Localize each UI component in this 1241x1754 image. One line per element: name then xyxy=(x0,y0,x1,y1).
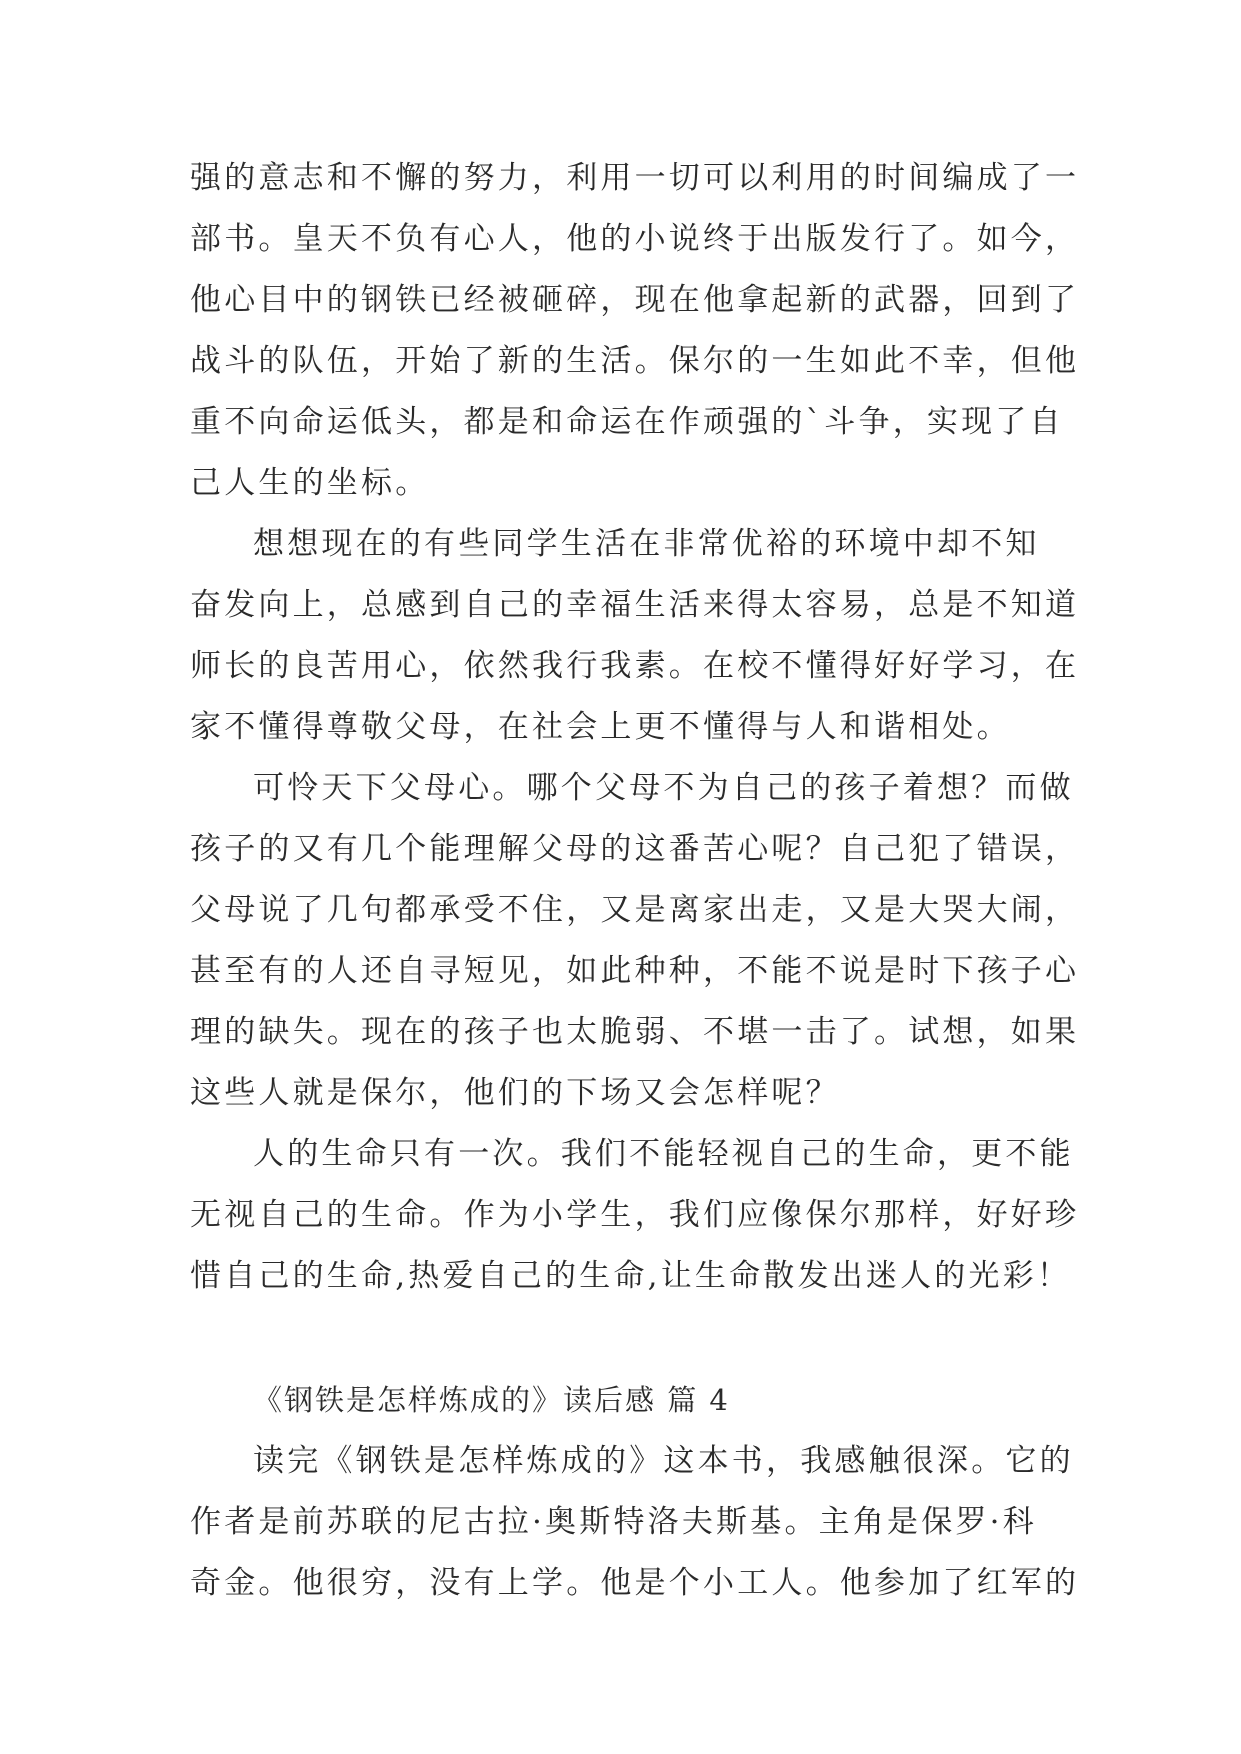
text-line: 孩子的又有几个能理解父母的这番苦心呢？自己犯了错误， xyxy=(190,831,1080,867)
text-line: 师长的良苦用心，依然我行我素。在校不懂得好好学习，在 xyxy=(190,648,1080,684)
text-line: 重不向命运低头，都是和命运在作顽强的`斗争，实现了自 xyxy=(190,404,1064,440)
text-line: 奋发向上，总感到自己的幸福生活来得太容易，总是不知道 xyxy=(190,587,1080,623)
text-line: 父母说了几句都承受不住，又是离家出走，又是大哭大闹， xyxy=(190,892,1080,928)
text-line: 惜自己的生命,热爱自己的生命,让生命散发出迷人的光彩！ xyxy=(190,1258,1072,1294)
text-line: 家不懂得尊敬父母，在社会上更不懂得与人和谐相处。 xyxy=(190,709,1011,745)
text-line: 己人生的坐标。 xyxy=(190,465,430,501)
text-line: 他心目中的钢铁已经被砸碎，现在他拿起新的武器，回到了 xyxy=(190,282,1080,318)
text-line: 战斗的队伍，开始了新的生活。保尔的一生如此不幸，但他 xyxy=(190,343,1080,379)
text-line: 可怜天下父母心。哪个父母不为自己的孩子着想？而做 xyxy=(253,770,1074,806)
text-line: 读完《钢铁是怎样炼成的》这本书，我感触很深。它的 xyxy=(253,1443,1074,1479)
text-line: 无视自己的生命。作为小学生，我们应像保尔那样，好好珍 xyxy=(190,1197,1080,1233)
text-line: 作者是前苏联的尼古拉·奥斯特洛夫斯基。主角是保罗·科 xyxy=(190,1504,1037,1540)
text-line: 奇金。他很穷，没有上学。他是个小工人。他参加了红军的 xyxy=(190,1565,1080,1601)
text-line: 理的缺失。现在的孩子也太脆弱、不堪一击了。试想，如果 xyxy=(190,1014,1080,1050)
text-line: 甚至有的人还自寻短见，如此种种，不能不说是时下孩子心 xyxy=(190,953,1080,989)
text-line: 部书。皇天不负有心人，他的小说终于出版发行了。如今， xyxy=(190,221,1080,257)
text-line: 强的意志和不懈的努力，利用一切可以利用的时间编成了一 xyxy=(190,160,1080,196)
text-line: 人的生命只有一次。我们不能轻视自己的生命，更不能 xyxy=(253,1136,1074,1172)
text-line: 这些人就是保尔，他们的下场又会怎样呢？ xyxy=(190,1075,840,1111)
section-title: 《钢铁是怎样炼成的》读后感 篇 4 xyxy=(253,1383,730,1417)
text-line: 想想现在的有些同学生活在非常优裕的环境中却不知 xyxy=(253,526,1040,562)
